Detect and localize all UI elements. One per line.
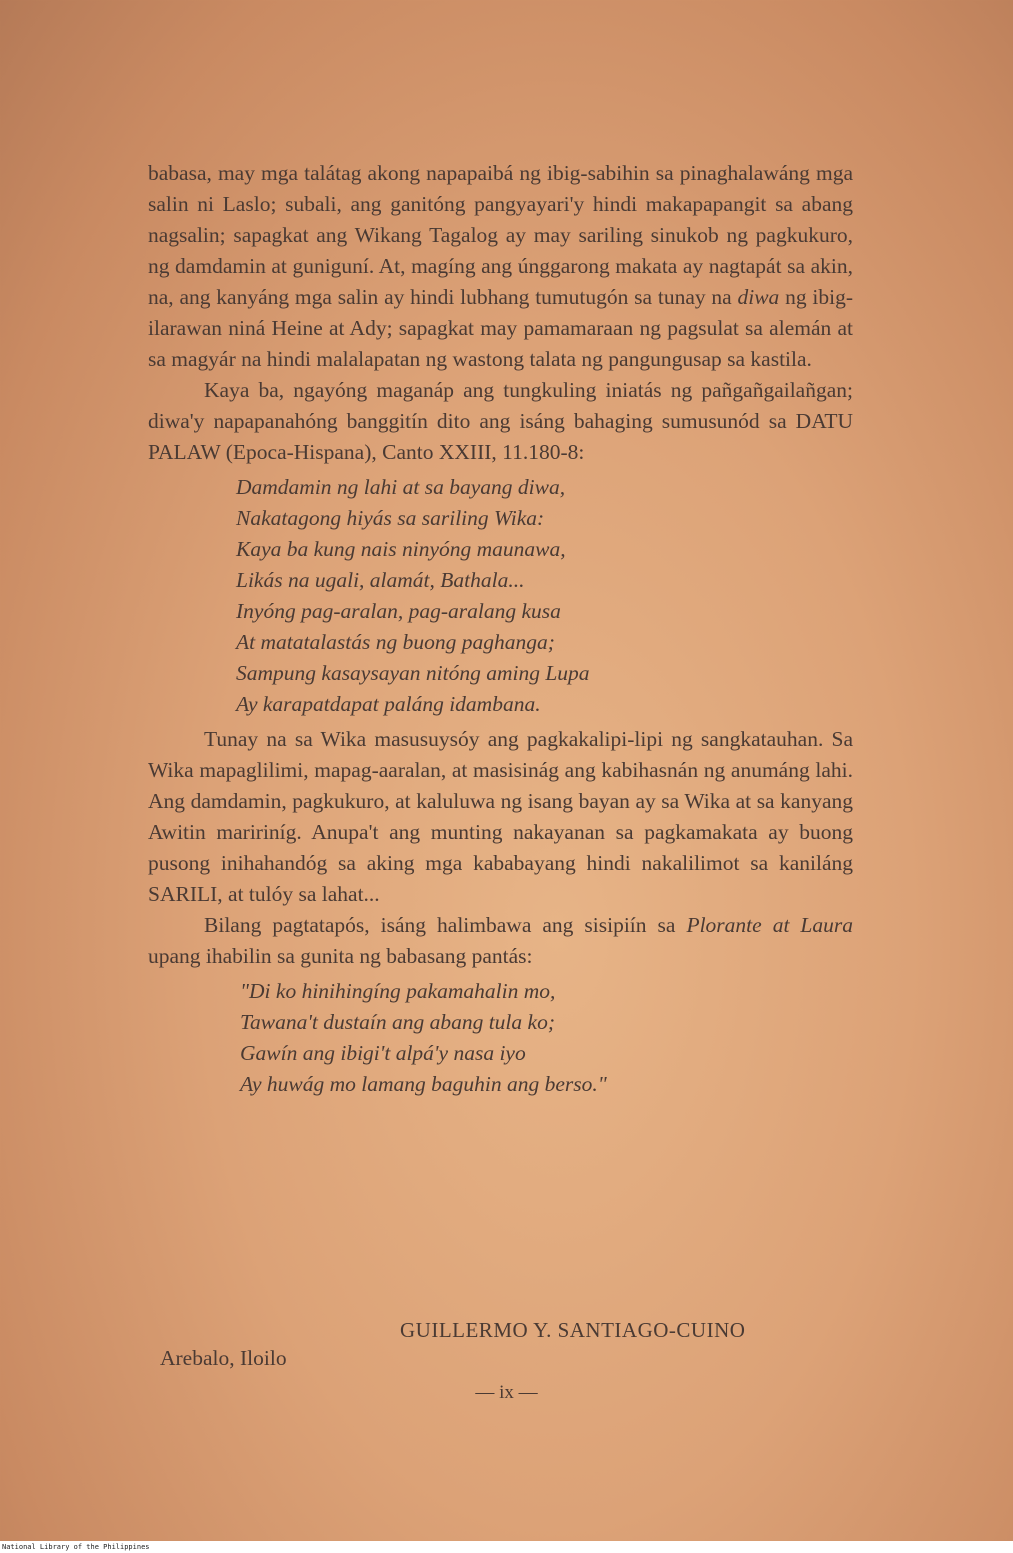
paragraph-2: Kaya ba, ngayóng maganáp ang tungkuling iniatás ng pañgañgailañgan; diwa'y napapanahóng banggitín dito ang isáng bahaging sumusunód sa DATU PALAW (Epoca-Hispana), Canto XXIII, 11.180-8: [148, 378, 853, 464]
paragraph-4-end: upang ihabilin sa gunita ng babasang pantás: [148, 944, 533, 968]
poem-line: Kaya ba kung nais ninyóng maunawa, [236, 537, 566, 561]
footer-credit: National Library of the Philippines [0, 1541, 1013, 1553]
paragraph-1 [148, 158, 853, 375]
author-signature: GUILLERMO Y. SANTIAGO-CUINO [400, 1318, 746, 1342]
paragraph-1-text: babasa, may mga talátag akong napapaibá ng ibig-sabihin sa pinaghalawáng mga salin ni Laslo; subali, ang ganitóng pangyayari'y hindi makapapangit sa abang nagsalin; sapagkat ang Wikang Tagalog ay may sariling sinukob ng pagkukuro, ng damdamin at guniguní. At, magíng ang únggarong makata ay nagtapát sa akin, na, ang kanyáng mga salin ay hindi lubhang tumutugón sa tunay na [148, 161, 853, 309]
italic-word-diwa: diwa [737, 285, 780, 309]
poem-line: Sampung kasaysayan nitóng aming Lupa [236, 661, 590, 685]
poem-datu-palaw [236, 472, 853, 720]
paragraph-3: Tunay na sa Wika masusuysóy ang pagkakalipi-lipi ng sangkatauhan. Sa Wika mapaglilimi, mapag-aaralan, at masisinág ang kabihasnán ng anumáng lahi. Ang damdamin, pagkukuro, at kaluluwa ng isang bayan ay sa Wika at sa kanyang Awitin maririníg. Anupa't ang munting nakayanan sa pagkamakata ay buong pusong inihahandóg sa aking mga kababayang hindi nakalilimot sa kaniláng SARILI, at tulóy sa lahat... [148, 727, 853, 906]
poem-line: "Di ko hinihingíng pakamahalin mo, [240, 979, 556, 1003]
poem-line: Gawín ang ibigi't alpá'y nasa iyo [240, 1041, 526, 1065]
poem-line: Ay karapatdapat paláng idambana. [236, 692, 541, 716]
poem-line: Ay huwág mo lamang baguhin ang berso." [240, 1072, 607, 1096]
paragraph-4 [148, 910, 853, 972]
poem-line: Damdamin ng lahi at sa bayang diwa, [236, 475, 566, 499]
page-number: — ix — [475, 1382, 538, 1403]
poem-line: Tawana't dustaín ang abang tula ko; [240, 1010, 555, 1034]
body-text [148, 158, 853, 1104]
poem-line: Inyóng pag-aralan, pag-aralang kusa [236, 599, 561, 623]
poem-florante [240, 976, 853, 1100]
paragraph-1-end: ng ibig-ilarawan niná Heine at Ady; sapagkat may pamamaraan ng pagsulat sa alemán at sa magyár na hindi malalapatan ng wastong talata ng pangungusap sa kastila. [148, 285, 853, 371]
italic-title: Plorante at Laura [686, 913, 853, 937]
poem-line: Likás na ugali, alamát, Bathala... [236, 568, 525, 592]
poem-line: Nakatagong hiyás sa sariling Wika: [236, 506, 545, 530]
poem-line: At matatalastás ng buong paghanga; [236, 630, 555, 654]
place-line: Arebalo, Iloilo [160, 1346, 287, 1370]
paragraph-4-text: Bilang pagtatapós, isáng halimbawa ang sisipiín sa [204, 913, 687, 937]
